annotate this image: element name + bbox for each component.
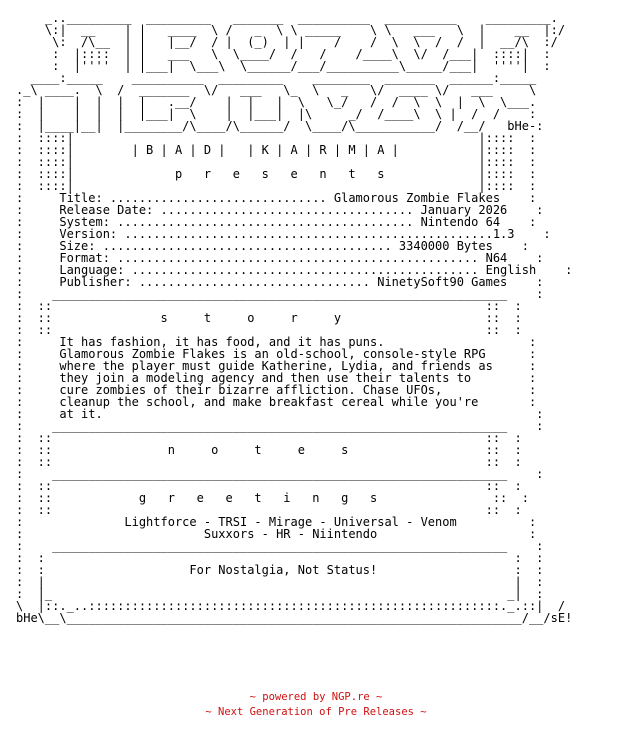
nfo-line: : _______________________________________________________________ : [16, 287, 544, 301]
nfo-line: : Suxxors - HR - Niintendo : [16, 527, 537, 541]
nfo-line: : _______________________________________________________________ : [16, 539, 544, 553]
nfo-line: : Language: ................................................ English : [16, 263, 573, 277]
nfo-line: ._\ ____. \ / _______ \/ ___ \_ \ _ \/ ____ \/ ___ \ [16, 83, 537, 97]
nfo-line: : ::::| p r e s e n t s |:::: : [16, 167, 537, 181]
nfo-text [16, 12, 572, 624]
nfo-line: : ::::| |:::: : [16, 155, 537, 169]
nfo-line: : | | | | |___| \ | |___| |\ _/ /____\ \ | / / : [16, 107, 537, 121]
nfo-line: : :: n o t e s :: : [16, 443, 522, 457]
nfo-line: : Lightforce - TRSI - Mirage - Universal - Venom : [16, 515, 537, 529]
nfo-line: : Size: ........................................ 3340000 Bytes : [16, 239, 529, 253]
nfo-line: : ::::| |:::: : [16, 179, 537, 193]
powered-by-credit: ~ powered by NGP.re ~ [249, 691, 383, 703]
nfo-line: : :: :: : [16, 455, 522, 469]
nfo-line: bHe\__\_______________________________________________________________/__/sE! [16, 611, 573, 625]
nfo-line: \ |::._..:::::::::::::::::::::::::::::::::::::::::::::::::::::::::._.::| / [16, 599, 566, 613]
nfo-line: : cleanup the school, and make breakfast cereal while you're : [16, 395, 537, 409]
nfo-line: : |:::: | | ___ \ \____/ / / /____\ \/ /___| ::::| : [16, 47, 551, 61]
nfo-line: : |_ _| : [16, 587, 544, 601]
nfo-line: : : For Nostalgia, Not Status! : : [16, 563, 544, 577]
nfo-line: : :: :: : [16, 431, 522, 445]
nfo-line: : :: :: : [16, 323, 522, 337]
nfo-line: : :: :: : [16, 299, 522, 313]
nfo-line: : System: ......................................... Nintendo 64 : [16, 215, 537, 229]
nfo-line: : It has fashion, it has food, and it has puns. : [16, 335, 537, 349]
nfo-line: : |____|__| |________/\____/\______/ \____/\___________/ /__/ bHe-: [16, 119, 544, 133]
nfo-line: : cure zombies of their bizarre affliction. Chase UFOs, : [16, 383, 537, 397]
ngp-tagline: ~ Next Generation of Pre Releases ~ [205, 706, 427, 718]
nfo-line: : _______________________________________________________________ : [16, 467, 544, 481]
nfo-line: : |'''' | |___| \___\ \______/___/__________\_____/___| ''''| : [16, 59, 551, 73]
nfo-line: : : : : [16, 551, 544, 565]
nfo-line: : :: :: : [16, 503, 522, 517]
nfo-line: : where the player must guide Katherine, Lydia, and friends as : [16, 359, 537, 373]
nfo-line: ____:_____ __________ _________ ________ _______ ______:_____ [16, 71, 537, 85]
nfo-line: : :: :: : [16, 479, 522, 493]
nfo-line: : at it. : [16, 407, 544, 421]
nfo-line: : Publisher: ................................ NinetySoft90 Games : [16, 275, 544, 289]
nfo-line: : Release Date: ................................... January 2026 : [16, 203, 544, 217]
nfo-line: : | | : [16, 575, 544, 589]
nfo-line: : :: g r e e t i n g s :: : [16, 491, 529, 505]
nfo-line: : ::::| | B | A | D | | K | A | R | M | A | |:::: : [16, 143, 537, 157]
nfo-line: \:| __ | | ____ \ / _ \ \ _____ \ \ ___ \ | __ |:/ [16, 23, 566, 37]
nfo-line: : Glamorous Zombie Flakes is an old-school, console-style RPG : [16, 347, 537, 361]
nfo-line: : _______________________________________________________________ : [16, 419, 544, 433]
nfo-line: : Title: .............................. Glamorous Zombie Flakes : [16, 191, 537, 205]
nfo-line: _.._________ _________ _______ __________ __________ _________. [16, 11, 558, 25]
nfo-line: : Format: .................................................. N64 : [16, 251, 544, 265]
nfo-line: : Version: ...................................................1.3 : [16, 227, 551, 241]
nfo-line: : :: s t o r y :: : [16, 311, 522, 325]
nfo-line: : they join a modeling agency and then use their talents to : [16, 371, 537, 385]
nfo-line: \: /\__ | | |__/ / | (_) | | / / \ \ / / | __/\ :/ [16, 35, 558, 49]
nfo-line: : | | | | | .__/ | | | \ \_/ / / \ \ | \ \___. [16, 95, 537, 109]
nfo-line: : ::::| |:::: : [16, 131, 537, 145]
